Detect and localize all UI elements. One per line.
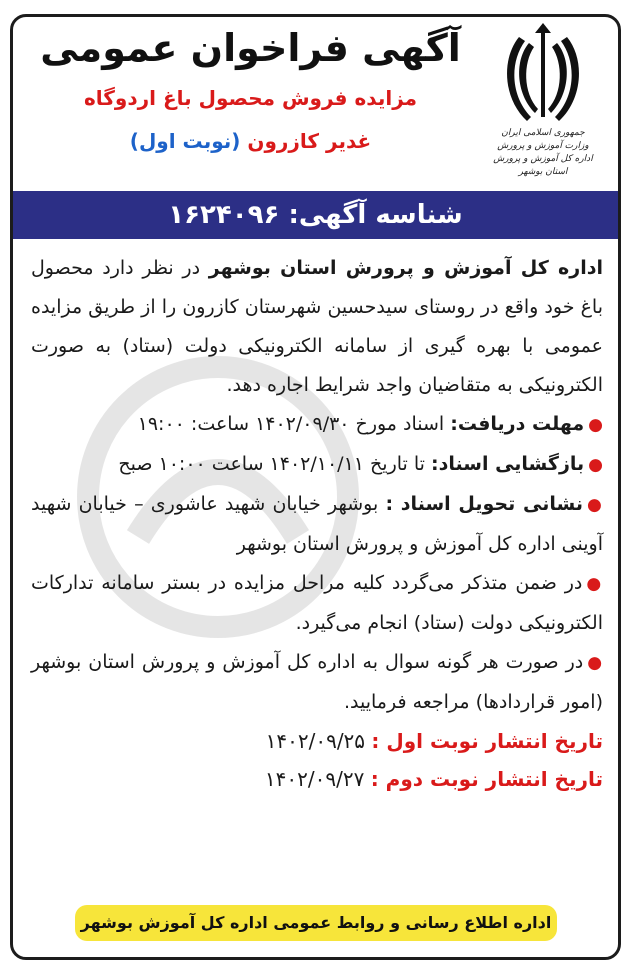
bullet-icon: ● [588,415,603,435]
notice-subtitle-location [23,121,478,161]
intro-text: در نظر دارد محصول باغ خود واقع در روستای سیدحسین شهرستان کازرون را از طریق مزایده عمومی با بهره گیری از سامانه الکترونیکی دولت (ستاد) به صورت الکترونیکی به متقاضیان واجد شرایط اجاره دهد. [31,257,603,396]
notice-title: آگهی فراخوان عمومی [40,26,461,70]
address-item [31,485,603,564]
deadline-label: مهلت دریافت: [450,413,585,435]
notice-id-bar: شناسه آگهی: ۱۶۲۴۰۹۶ [13,191,618,239]
publish-1-label: تاریخ انتشار نوبت اول : [371,729,603,753]
iran-emblem-icon [505,23,581,127]
publish-2-value: ۱۴۰۲/۰۹/۲۷ [264,767,371,791]
note-2-text: در صورت هر گونه سوال به اداره کل آموزش و پرورش استان بوشهر (امور قراردادها) مراجعه فرمایید. [31,651,603,713]
turn-label: (نوبت اول) [129,129,241,153]
location-text: غدیر کازرون [247,129,372,153]
deadline-value: اسناد مورخ ۱۴۰۲/۰۹/۳۰ ساعت: ۱۹:۰۰ [137,413,451,435]
deadline-item [31,405,603,445]
note-item-1 [31,564,603,643]
address-label: نشانی تحویل اسناد : [385,493,583,515]
logo-line-department: اداره کل آموزش و پرورش استان بوشهر [493,154,593,177]
intro-org: اداره کل آموزش و پرورش استان بوشهر [208,257,603,279]
opening-value: تا تاریخ ۱۴۰۲/۱۰/۱۱ ساعت ۱۰:۰۰ صبح [118,453,432,475]
bullet-icon: ● [587,495,603,515]
logo-line-ministry: وزارت آموزش و پرورش [497,141,589,151]
publish-1-value: ۱۴۰۲/۰۹/۲۵ [265,729,372,753]
notice-body [31,249,603,798]
publish-2-label: تاریخ انتشار نوبت دوم : [370,767,603,791]
logo-line-country: جمهوری اسلامی ایران [501,128,585,138]
iran-emblem-logo [488,23,598,188]
bullet-icon: ● [587,653,603,673]
publish-date-1 [31,722,603,760]
address-value: بوشهر خیابان شهید عاشوری – خیابان شهید آوینی اداره کل آموزش و پرورش استان بوشهر [31,493,603,555]
publish-date-2 [31,760,603,798]
bullet-icon: ● [588,455,603,475]
title-block [23,21,478,161]
opening-label: بازگشایی اسناد: [431,453,585,475]
notice-header [13,17,618,191]
notice-subtitle: مزایده فروش محصول باغ اردوگاه [83,86,418,110]
footer-banner: اداره اطلاع رسانی و روابط عمومی اداره کل آموزش بوشهر [75,905,557,941]
bullet-icon: ● [586,574,603,594]
notice-frame [10,14,621,960]
opening-item [31,445,603,485]
note-item-2 [31,643,603,722]
intro-paragraph [31,249,603,405]
note-1-text: در ضمن متذکر می‌گردد کلیه مراحل مزایده در بستر سامانه تدارکات الکترونیکی دولت (ستاد) انجام می‌گیرد. [31,572,603,634]
